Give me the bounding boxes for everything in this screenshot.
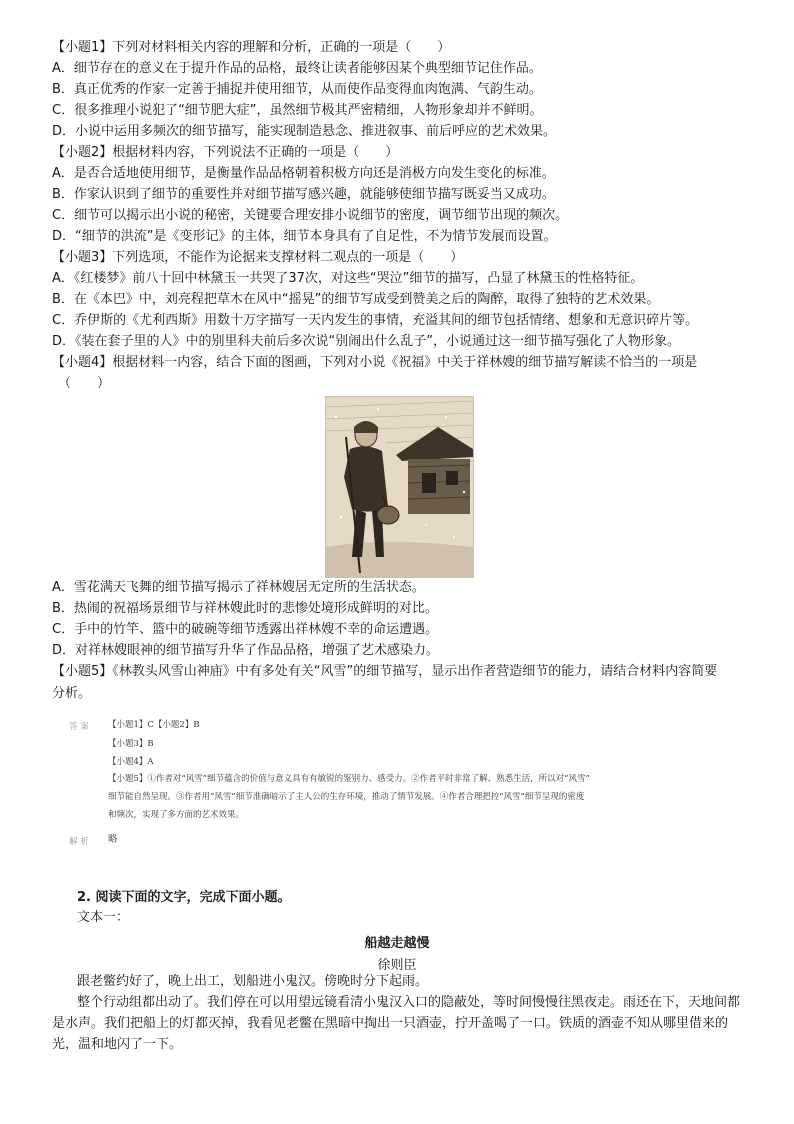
question-option: A．《红楼梦》前八十回中林黛玉一共哭了37次，对这些“哭泣”细节的描写，凸显了林黛玉的性格特征。 — [52, 271, 644, 286]
story-author: 徐则臣 — [377, 958, 417, 973]
question-option: D．《装在套子里的人》中的别里科夫前后多次说“别闹出什么乱子”，小说通过这一细节描写强化了人物形象。 — [52, 334, 680, 349]
question-stem: 【小题4】根据材料一内容，结合下面的图画，下列对小说《祝福》中关于祥林嫂的细节描写解读不恰当的一项是 — [52, 355, 698, 370]
story-paragraph-line: 光，温和地闪了一下。 — [52, 1037, 183, 1052]
section-2-title: 2. 阅读下面的文字，完成下面小题。 — [77, 890, 291, 905]
question-stem: 【小题3】下列选项，不能作为论据来支撑材料二观点的一项是（ ） — [52, 250, 464, 265]
answer-line: 和频次，实现了多方面的艺术效果。 — [108, 810, 245, 820]
question-option: C．很多推理小说犯了“细节肥大症”，虽然细节极其严密精细，人物形象却并不鲜明。 — [52, 103, 543, 118]
question-option: B．在《本巴》中，刘亮程把草木在风中“摇晃”的细节写成受到赞美之后的陶醉，取得了独特的艺术效果。 — [52, 292, 660, 307]
text-label: 文本一： — [77, 910, 130, 925]
answer-line: 细节能自然呈现。③作者用“风雪”细节准确暗示了主人公的生存环境，推动了情节发展。④作者合理把控“风雪”细节呈现的密度 — [108, 792, 585, 802]
analysis-text: 略 — [108, 834, 118, 845]
analysis-tag: 解 析 — [69, 837, 89, 847]
answer-line: 【小题1】C【小题2】B — [108, 720, 200, 730]
story-paragraph-line: 跟老鳖约好了，晚上出工，划船进小鬼汉。傍晚时分下起雨。 — [77, 974, 429, 989]
story-title: 船越走越慢 — [364, 936, 430, 951]
question-stem: 【小题1】下列对材料相关内容的理解和分析，正确的一项是（ ） — [52, 40, 451, 55]
question-option: B．真正优秀的作家一定善于捕捉并使用细节，从而使作品变得血肉饱满、气韵生动。 — [52, 82, 542, 97]
question-stem: 【小题2】根据材料内容，下列说法不正确的一项是（ ） — [52, 145, 399, 160]
question-option: （ ） — [58, 376, 111, 391]
question-option: A．雪花满天飞舞的细节描写揭示了祥林嫂居无定所的生活状态。 — [52, 580, 425, 595]
question-option: C．细节可以揭示出小说的秘密，关键要合理安排小说细节的密度，调节细节出现的频次。 — [52, 208, 569, 223]
question-option: D．对祥林嫂眼神的细节描写升华了作品品格，增强了艺术感染力。 — [52, 643, 440, 658]
question-option: D．小说中运用多频次的细节描写，能实现制造悬念、推进叙事、前后呼应的艺术效果。 — [52, 124, 557, 139]
answer-line: 【小题4】A — [108, 757, 154, 767]
story-paragraph-line: 整个行动组都出动了。我们停在可以用望远镜看清小鬼汉入口的隐蔽处，等时间慢慢往黑夜走。雨还在下，天地间都 — [77, 995, 741, 1010]
question-option: D．“细节的洪流”是《变形记》的主体，细节本身具有了自足性，不为情节发展而设置。 — [52, 229, 557, 244]
answer-line: 【小题3】B — [108, 739, 154, 749]
story-paragraph-line: 是水声。我们把船上的灯都灭掉，我看见老鳖在黑暗中掏出一只酒壶，拧开盖喝了一口。铁质的酒壶不知从哪里借来的 — [52, 1016, 729, 1031]
question-option: A．是否合适地使用细节，是衡量作品品格朝着积极方向还是消极方向发生变化的标准。 — [52, 166, 555, 181]
illustration-xianglinsao — [325, 396, 474, 578]
question-stem: 【小题5】《林教头风雪山神庙》中有多处有关“风雪”的细节描写，显示出作者营造细节的能力，请结合材料内容简要 — [52, 664, 718, 679]
question-option: C．乔伊斯的《尤利西斯》用数十万字描写一天内发生的事情，充溢其间的细节包括情绪、想象和无意识碎片等。 — [52, 313, 699, 328]
answer-tag: 答 案 — [69, 722, 89, 732]
question-option: 分析。 — [52, 686, 92, 701]
question-option: A．细节存在的意义在于提升作品的品格，最终让读者能够因某个典型细节记住作品。 — [52, 61, 542, 76]
question-option: C．手中的竹竿、篮中的破碗等细节透露出祥林嫂不幸的命运遭遇。 — [52, 622, 439, 637]
question-option: B．作家认识到了细节的重要性并对细节描写感兴趣，就能够使细节描写既妥当又成功。 — [52, 187, 555, 202]
question-option: B．热闹的祝福场景细节与祥林嫂此时的悲惨处境形成鲜明的对比。 — [52, 601, 438, 616]
answer-line: 【小题5】①作者对“风雪”细节蕴含的价值与意义具有有敏锐的鉴别力、感受力。②作者平时非常了解、熟悉生活，所以对“风雪” — [108, 774, 590, 784]
